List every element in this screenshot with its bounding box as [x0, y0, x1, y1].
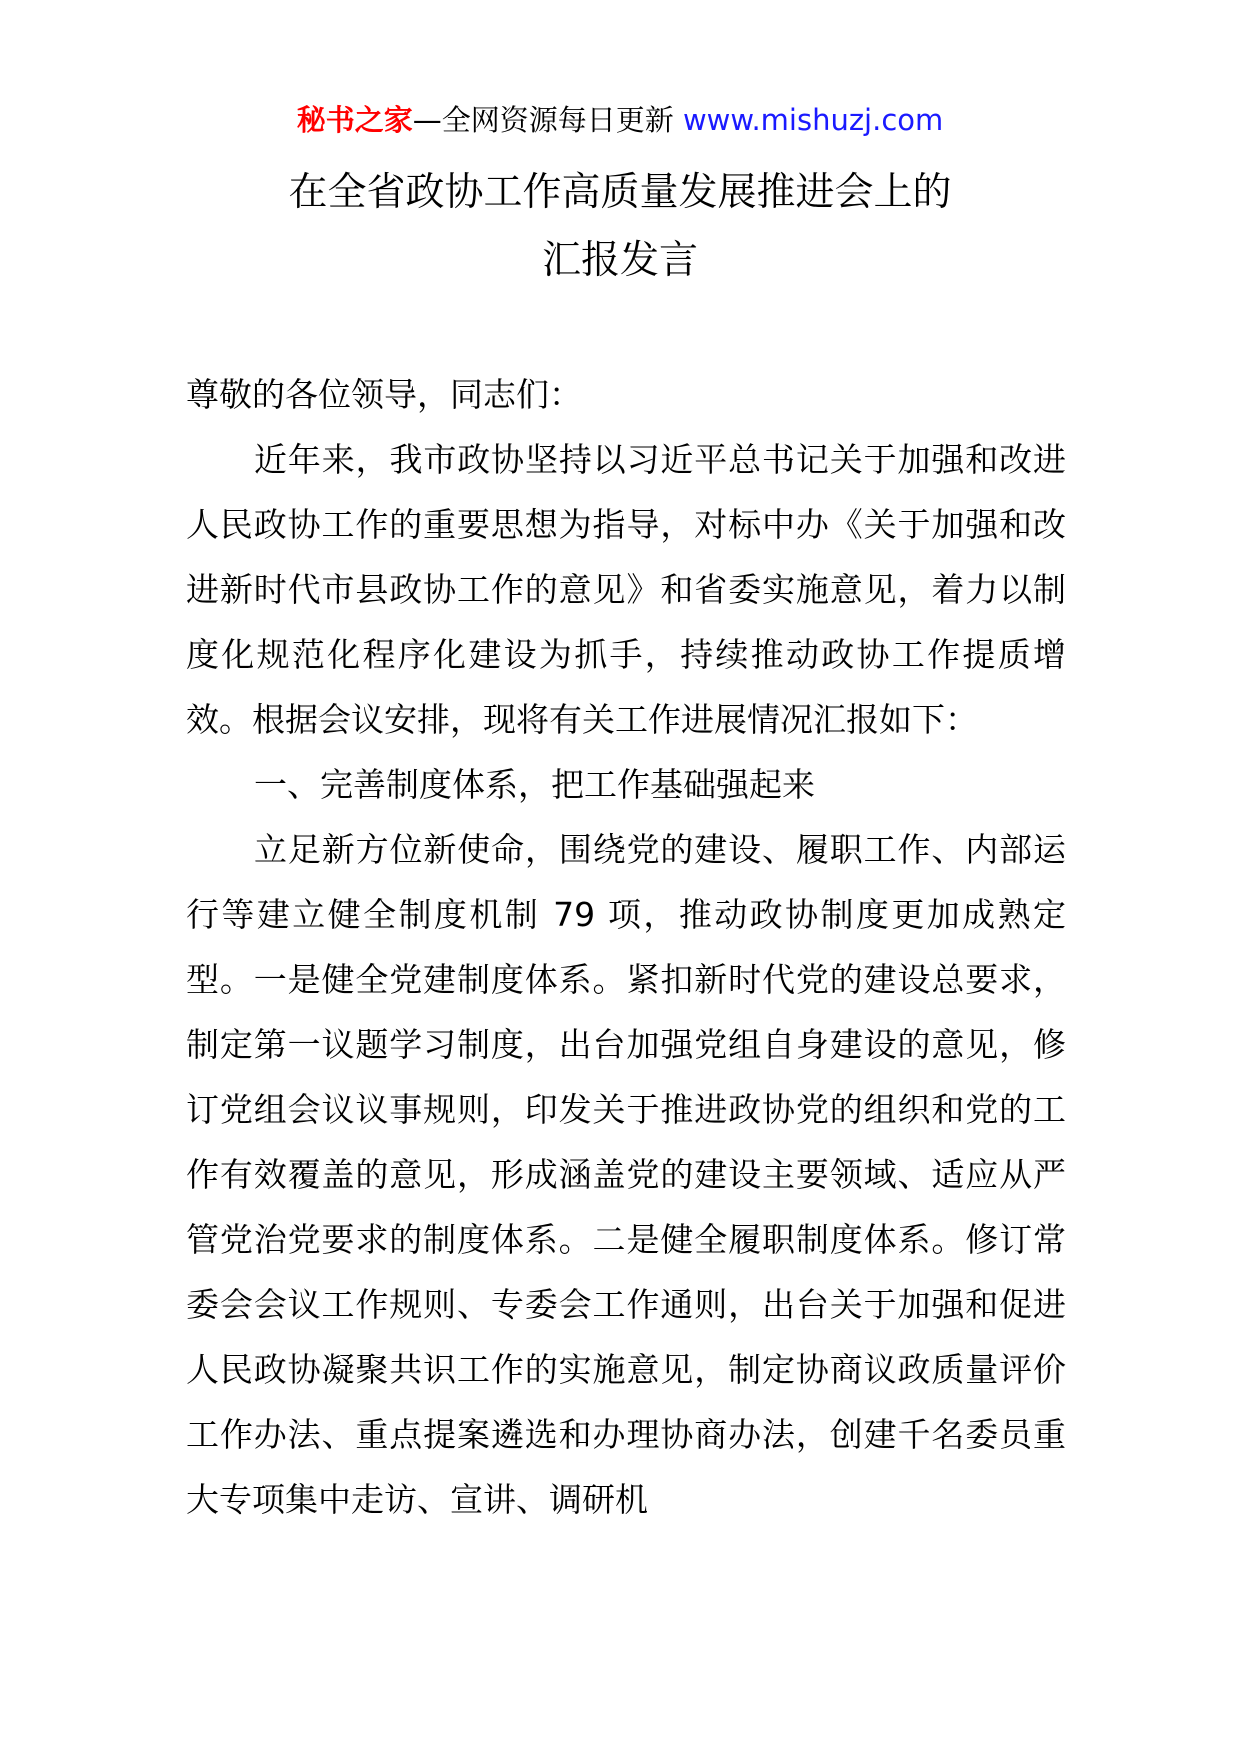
document-body	[186, 362, 1066, 1532]
header-tagline: —全网资源每日更新	[412, 103, 674, 137]
document-title-line-2: 汇报发言	[541, 238, 698, 283]
salutation: 尊敬的各位领导，同志们：	[186, 375, 582, 414]
document-title-line-1: 在全省政协工作高质量发展推进会上的	[288, 170, 952, 215]
brand-name: 秘书之家	[296, 103, 413, 137]
paragraph-section-1: 立足新方位新使命，围绕党的建设、履职工作、内部运行等建立健全制度机制 79 项，推动政协制度更加成熟定型。一是健全党建制度体系。紧扣新时代党的建设总要求，制定第一议题学习制度，出台加强党组自身建设的意见，修订党组会议议事规则，印发关于推进政协党的组织和党的工作有效覆盖的意见，形成涵盖党的建设主要领域、适应从严管党治党要求的制度体系。二是健全履职制度体系。修订常委会会议工作规则、专委会工作通则，出台关于加强和促进人民政协凝聚共识工作的实施意见，制定协商议政质量评价工作办法、重点提案遴选和办理协商办法，创建千名委员重大专项集中走访、宣讲、调研机	[186, 830, 1066, 1519]
site-url-link[interactable]: www.mishuzj.com	[682, 103, 944, 137]
section-heading-1: 一、完善制度体系，把工作基础强起来	[254, 765, 815, 804]
paragraph-intro: 近年来，我市政协坚持以习近平总书记关于加强和改进人民政协工作的重要思想为指导，对标中办《关于加强和改进新时代市县政协工作的意见》和省委实施意见，着力以制度化规范化程序化建设为抓手，持续推动政协工作提质增效。根据会议安排，现将有关工作进展情况汇报如下：	[186, 440, 1066, 739]
site-header	[0, 100, 1240, 140]
